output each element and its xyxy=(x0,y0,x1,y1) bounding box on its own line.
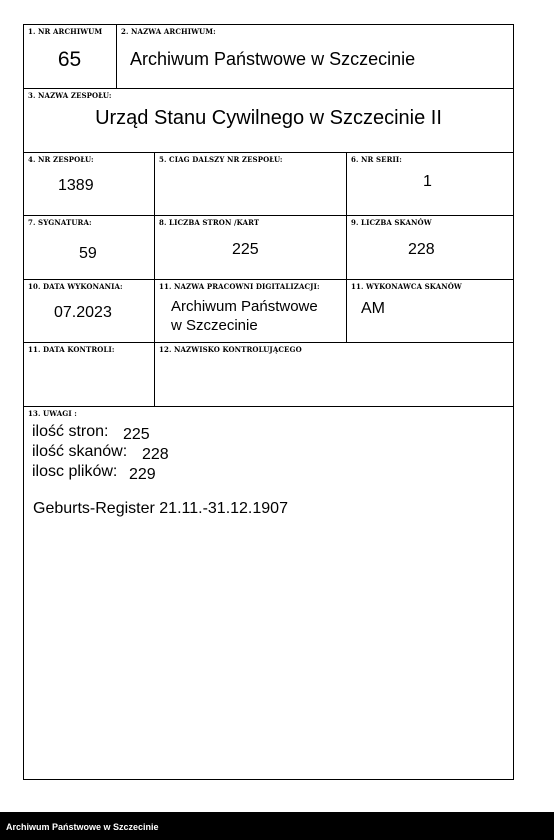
footer-bar xyxy=(0,812,554,840)
label-data-kontroli: 11. DATA KONTROLI: xyxy=(28,345,115,354)
cell-ciag-dalszy xyxy=(155,153,347,215)
row-counts xyxy=(24,216,513,280)
value-sygnatura: 59 xyxy=(79,245,97,262)
label-liczba-skanow: 9. LICZBA SKANÓW xyxy=(351,218,432,227)
label-uwagi: 13. UWAGI : xyxy=(28,409,77,418)
value-nr-serii: 1 xyxy=(423,173,432,190)
cell-nr-zespolu xyxy=(24,153,155,215)
value-nr-zespolu: 1389 xyxy=(58,177,94,194)
value-liczba-stron: 225 xyxy=(232,241,259,258)
archive-record-card xyxy=(23,24,514,780)
value-nr-archiwum: 65 xyxy=(57,48,82,71)
cell-nazwa-zespolu xyxy=(24,89,513,152)
row-control xyxy=(24,343,513,407)
row-archive xyxy=(24,25,513,89)
value-nazwa-zespolu: Urząd Stanu Cywilnego w Szczecinie II xyxy=(95,107,442,129)
uwagi-plikow-value: 229 xyxy=(129,466,156,483)
cell-sygnatura xyxy=(24,216,155,279)
label-sygnatura: 7. SYGNATURA: xyxy=(28,218,92,227)
uwagi-stron-label: ilość stron: xyxy=(32,423,109,440)
value-nazwa-pracowni-line2: w Szczecinie xyxy=(171,317,258,334)
row-zespol-name xyxy=(24,89,513,153)
cell-data-wykonania xyxy=(24,280,155,342)
label-nazwa-archiwum: 2. NAZWA ARCHIWUM: xyxy=(121,27,216,36)
cell-nazwa-archiwum xyxy=(117,25,513,88)
label-nr-zespolu: 4. NR ZESPOŁU: xyxy=(28,155,94,164)
label-nazwa-zespolu: 3. NAZWA ZESPOŁU: xyxy=(28,91,112,100)
label-nazwisko-kontrolujacego: 12. NAZWISKO KONTROLUJĄCEGO xyxy=(159,345,302,354)
uwagi-note: Geburts-Register 21.11.-31.12.1907 xyxy=(33,500,288,517)
uwagi-skanow-label: ilość skanów: xyxy=(32,443,128,460)
label-data-wykonania: 10. DATA WYKONANIA: xyxy=(28,282,123,291)
value-data-wykonania: 07.2023 xyxy=(54,304,112,321)
row-zespol-numbers xyxy=(24,153,513,216)
label-liczba-stron: 8. LICZBA STRON /KART xyxy=(159,218,260,227)
cell-nr-archiwum xyxy=(24,25,117,88)
cell-liczba-skanow xyxy=(347,216,513,279)
value-nazwa-pracowni-line1: Archiwum Państwowe xyxy=(171,298,318,315)
cell-liczba-stron xyxy=(155,216,347,279)
value-wykonawca: AM xyxy=(361,300,385,317)
cell-nazwisko-kontrolujacego xyxy=(155,343,513,406)
cell-wykonawca xyxy=(347,280,513,342)
footer-text: Archiwum Państwowe w Szczecinie xyxy=(6,822,159,832)
uwagi-stron-value: 225 xyxy=(123,426,150,443)
label-ciag-dalszy: 5. CIAG DALSZY NR ZESPOŁU: xyxy=(159,155,283,164)
cell-nr-serii xyxy=(347,153,513,215)
row-digitization xyxy=(24,280,513,343)
uwagi-skanow-value: 228 xyxy=(142,446,169,463)
label-nr-archiwum: 1. NR ARCHIWUM xyxy=(28,27,103,36)
cell-nazwa-pracowni xyxy=(155,280,347,342)
value-nazwa-archiwum: Archiwum Państwowe w Szczecinie xyxy=(130,49,416,69)
cell-uwagi xyxy=(24,407,513,779)
value-liczba-skanow: 228 xyxy=(408,241,435,258)
label-nr-serii: 6. NR SERII: xyxy=(351,155,402,164)
label-nazwa-pracowni: 11. NAZWA PRACOWNI DIGITALIZACJI: xyxy=(159,282,320,291)
label-wykonawca: 11. WYKONAWCA SKANÓW xyxy=(351,282,462,291)
uwagi-plikow-label: ilosc plików: xyxy=(32,463,118,480)
cell-data-kontroli xyxy=(24,343,155,406)
